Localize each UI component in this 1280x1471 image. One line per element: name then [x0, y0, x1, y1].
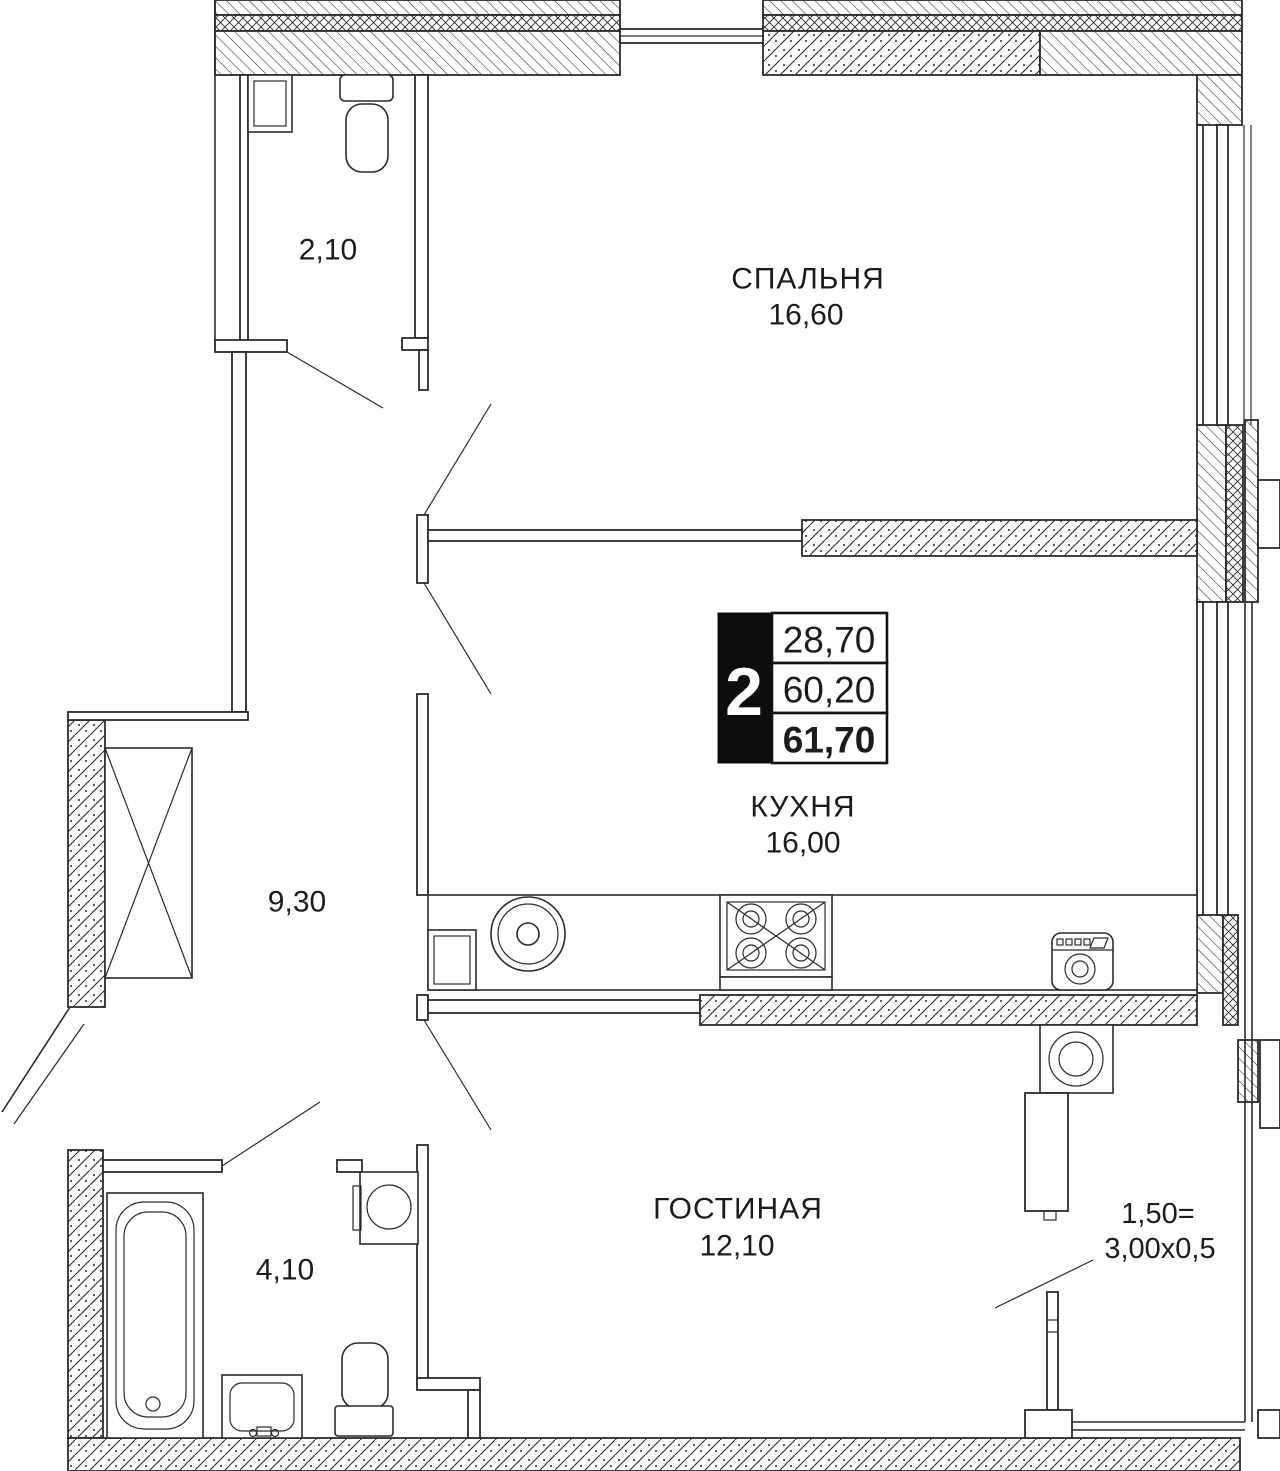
- hall-wall-cap: [68, 712, 248, 720]
- mid-pier-insulation: [1226, 425, 1243, 602]
- wc-room-right-wall: [415, 75, 428, 338]
- living-door-jamb: [417, 995, 428, 1020]
- bathroom-top-wall-stub: [337, 1160, 362, 1172]
- kitchen-window-inner: [1197, 602, 1203, 915]
- loggia-post: [1047, 1292, 1058, 1410]
- partition-door-post: [417, 515, 428, 583]
- floor-area-value: 60,20: [782, 669, 876, 711]
- toilet-bowl-icon: [346, 104, 388, 172]
- top-wall-outer-left: [215, 0, 620, 15]
- bottom-wall: [68, 1438, 1240, 1471]
- loggia-formula-line2: 3,00x0,5: [1104, 1233, 1216, 1265]
- living-room-label: ГОСТИНАЯ: [653, 1192, 823, 1226]
- lower-pier: [1197, 915, 1223, 993]
- bath-toilet-bowl-icon: [342, 1343, 388, 1409]
- pilaster-upper: [1258, 480, 1280, 548]
- wardrobe-area: 2,10: [298, 233, 358, 267]
- wc-room-door-jamb: [402, 338, 428, 350]
- fridge: [428, 930, 476, 990]
- mid-pier: [1197, 425, 1226, 602]
- bedroom-area: 16,60: [768, 298, 844, 332]
- wc-room-left-wall: [240, 75, 248, 346]
- bedroom-window-outer: [1217, 125, 1228, 425]
- lower-pier-insulation: [1223, 915, 1238, 1025]
- stove-drawer: [720, 977, 832, 990]
- bath-toilet-base: [335, 1406, 393, 1436]
- partition-thick-wall: [802, 520, 1197, 556]
- wc-room-wall-stub: [419, 350, 428, 390]
- kitchen-sink-drain: [517, 923, 539, 945]
- top-wall-inner-left: [215, 31, 620, 75]
- info-box: [718, 613, 887, 763]
- bath-washer-icon: [360, 1172, 418, 1244]
- left-wall-hall: [68, 720, 105, 1007]
- loggia-door-leaf: [1025, 1093, 1068, 1211]
- living-room-area: 12,10: [699, 1229, 775, 1263]
- kitchen-south-thick-wall: [700, 995, 1197, 1025]
- bedroom-window-inner: [1197, 125, 1203, 425]
- rooms-count: 2: [725, 654, 763, 730]
- kitchen-area: 16,00: [765, 826, 841, 860]
- top-wall-insulation-right: [763, 15, 1242, 31]
- living-area-value: 28,70: [782, 619, 876, 661]
- left-wall-bathroom: [68, 1150, 103, 1438]
- bathroom-area: 4,10: [255, 1253, 315, 1287]
- kitchen-window-outer: [1217, 602, 1228, 915]
- kitchen-west-wall: [417, 694, 428, 895]
- water-heater-icon: [1040, 1025, 1113, 1093]
- top-wall-inner-right: [1040, 31, 1242, 75]
- total-area-value: 61,70: [782, 719, 876, 761]
- top-wall-outer-right: [763, 0, 1242, 15]
- wc-shelf-box: [248, 75, 292, 132]
- pilaster-mid: [1260, 1040, 1280, 1128]
- hallway-area: 9,30: [267, 885, 327, 919]
- hall-west-wall: [232, 352, 246, 712]
- partition-thin-wall: [428, 530, 802, 541]
- top-wall-inner-mid: [763, 31, 1040, 75]
- loggia-formula-line1: 1,50=: [1121, 1198, 1195, 1230]
- toilet-cistern-icon: [340, 75, 393, 101]
- bathtub-icon: [107, 1193, 203, 1438]
- pilaster-lower: [1258, 1410, 1280, 1438]
- bathroom-jog-wall: [417, 1378, 480, 1390]
- kitchen-south-thin-wall: [428, 1000, 700, 1013]
- bedroom-label: СПАЛЬНЯ: [731, 262, 885, 296]
- top-wall-insulation-left: [215, 15, 620, 31]
- wardrobe-closet: [105, 748, 192, 978]
- bathroom-jog-wall-lower: [468, 1390, 480, 1438]
- kitchen-label: КУХНЯ: [750, 790, 856, 824]
- loggia-pillar: [1238, 1040, 1258, 1102]
- corner-pier-top-right: [1197, 75, 1242, 125]
- mid-pier-outer-strip: [1245, 420, 1258, 602]
- wc-room-bottom-cap: [215, 340, 287, 352]
- loggia-post-base: [1025, 1410, 1072, 1438]
- bathroom-top-wall: [103, 1160, 222, 1172]
